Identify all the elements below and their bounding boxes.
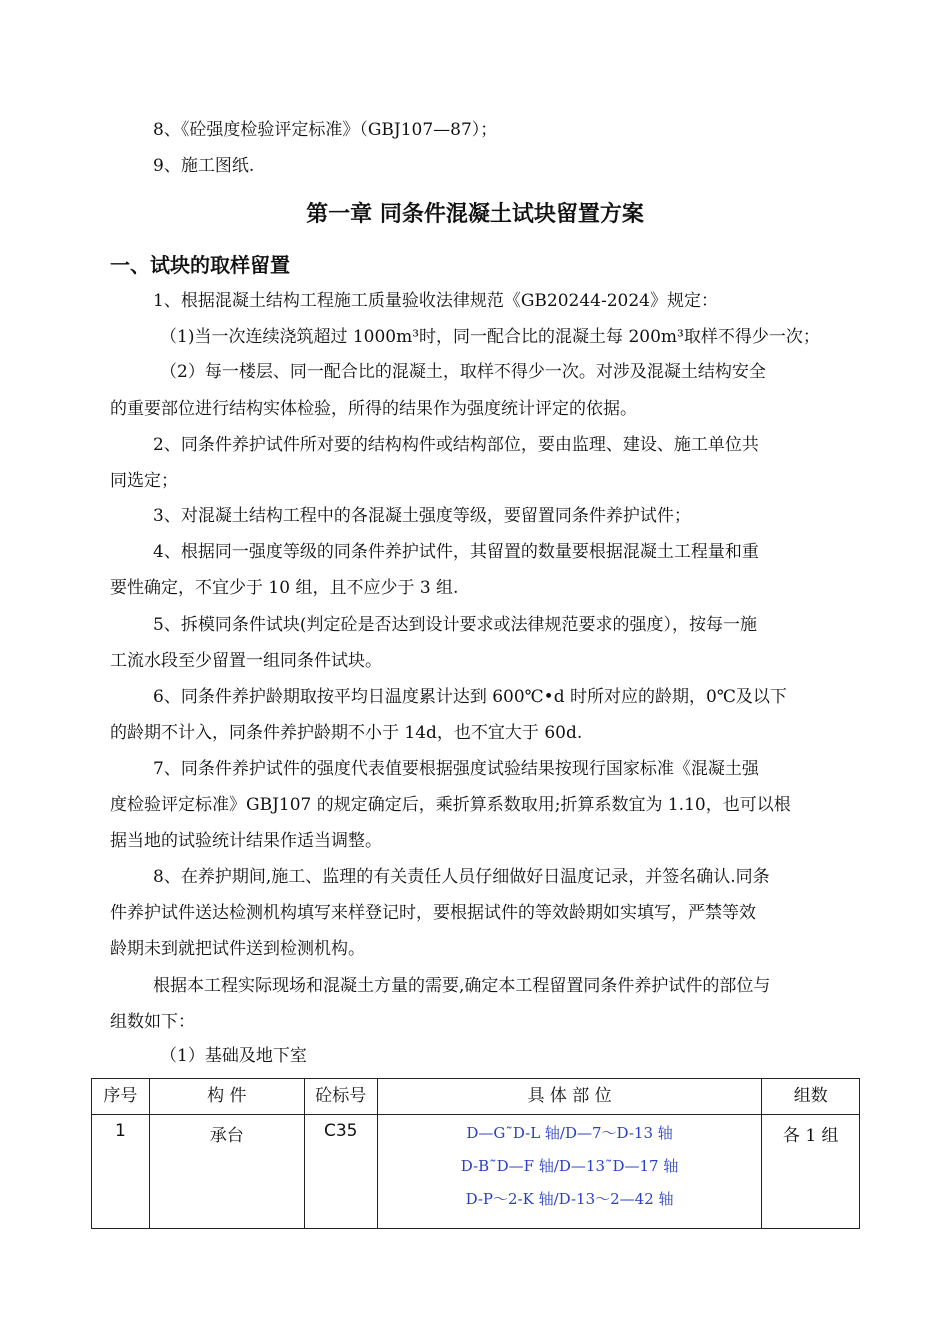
paragraph-line: （1)当一次连续浇筑超过 1000m³时，同一配合比的混凝土每 200m³取样不得少一次；: [160, 327, 820, 347]
location-line: D-B˜D—F 轴/D—13˜D—17 轴: [460, 1157, 679, 1175]
paragraph-line: 度检验评定标准》GBJ107 的规定确定后，乘折算系数取用;折算系数宜为 1.10，也可以根: [110, 795, 791, 815]
reference-item-9: 9、施工图纸.: [153, 156, 255, 176]
header-grade: 砼标号: [304, 1079, 377, 1115]
paragraph-line: 的龄期不计入，同条件养护龄期不小于 14d，也不宜大于 60d.: [110, 723, 583, 743]
header-location: 具 体 部 位: [377, 1079, 762, 1115]
cell-grade: C35: [304, 1115, 377, 1229]
paragraph-line: 根据本工程实际现场和混凝土方量的需要,确定本工程留置同条件养护试件的部位与: [153, 976, 771, 996]
chapter-title: 第一章 同条件混凝土试块留置方案: [306, 201, 644, 227]
cell-no: 1: [92, 1115, 150, 1229]
header-count: 组数: [762, 1079, 860, 1115]
paragraph-line: 据当地的试验统计结果作适当调整。: [110, 831, 382, 851]
cell-count: 各 1 组: [762, 1115, 860, 1229]
paragraph-line: 8、在养护期间,施工、监理的有关责任人员仔细做好日温度记录，并签名确认.同条: [153, 867, 770, 887]
paragraph-line: 要性确定，不宜少于 10 组，且不应少于 3 组.: [110, 578, 459, 598]
paragraph-line: 2、同条件养护试件所对要的结构构件或结构部位，要由监理、建设、施工单位共: [153, 435, 759, 455]
paragraph-line: 6、同条件养护龄期取按平均日温度累计达到 600℃•d 时所对应的龄期，0℃及以下: [153, 687, 787, 707]
paragraph-line: 的重要部位进行结构实体检验，所得的结果作为强度统计评定的依据。: [110, 399, 637, 419]
header-component: 构 件: [149, 1079, 304, 1115]
section-title: 一、试块的取样留置: [110, 253, 290, 277]
paragraph-line: 同选定；: [110, 471, 178, 491]
location-line: D-P～2-K 轴/D-13～2—42 轴: [465, 1190, 674, 1208]
paragraph-line: 3、对混凝土结构工程中的各混凝土强度等级，要留置同条件养护试件；: [153, 506, 691, 526]
paragraph-line: 组数如下：: [110, 1012, 195, 1032]
paragraph-line: 1、根据混凝土结构工程施工质量验收法律规范《GB20244-2024》规定：: [153, 291, 718, 311]
paragraph-line: 件养护试件送达检测机构填写来样登记时，要根据试件的等效龄期如实填写，严禁等效: [110, 903, 756, 923]
reference-item-8: 8、《砼强度检验评定标准》（GBJ107—87）；: [153, 120, 498, 140]
subsection-label: （1）基础及地下室: [160, 1046, 307, 1066]
location-line: D—G˜D-L 轴/D—7～D-13 轴: [466, 1124, 673, 1142]
table-row: [92, 1115, 860, 1229]
paragraph-line: 工流水段至少留置一组同条件试块。: [110, 651, 382, 671]
table-header-row: [92, 1079, 860, 1115]
paragraph-line: 7、同条件养护试件的强度代表值要根据强度试验结果按现行国家标准《混凝土强: [153, 759, 759, 779]
cell-location: [377, 1115, 762, 1229]
paragraph-line: 4、根据同一强度等级的同条件养护试件，其留置的数量要根据混凝土工程量和重: [153, 542, 759, 562]
paragraph-line: 龄期未到就把试件送到检测机构。: [110, 939, 365, 959]
paragraph-line: 5、拆模同条件试块(判定砼是否达到设计要求或法律规范要求的强度），按每一施: [153, 615, 757, 635]
specimen-table: [91, 1078, 860, 1229]
header-no: 序号: [92, 1079, 150, 1115]
paragraph-line: （2）每一楼层、同一配合比的混凝土，取样不得少一次。对涉及混凝土结构安全: [160, 362, 766, 382]
cell-component: 承台: [149, 1115, 304, 1229]
